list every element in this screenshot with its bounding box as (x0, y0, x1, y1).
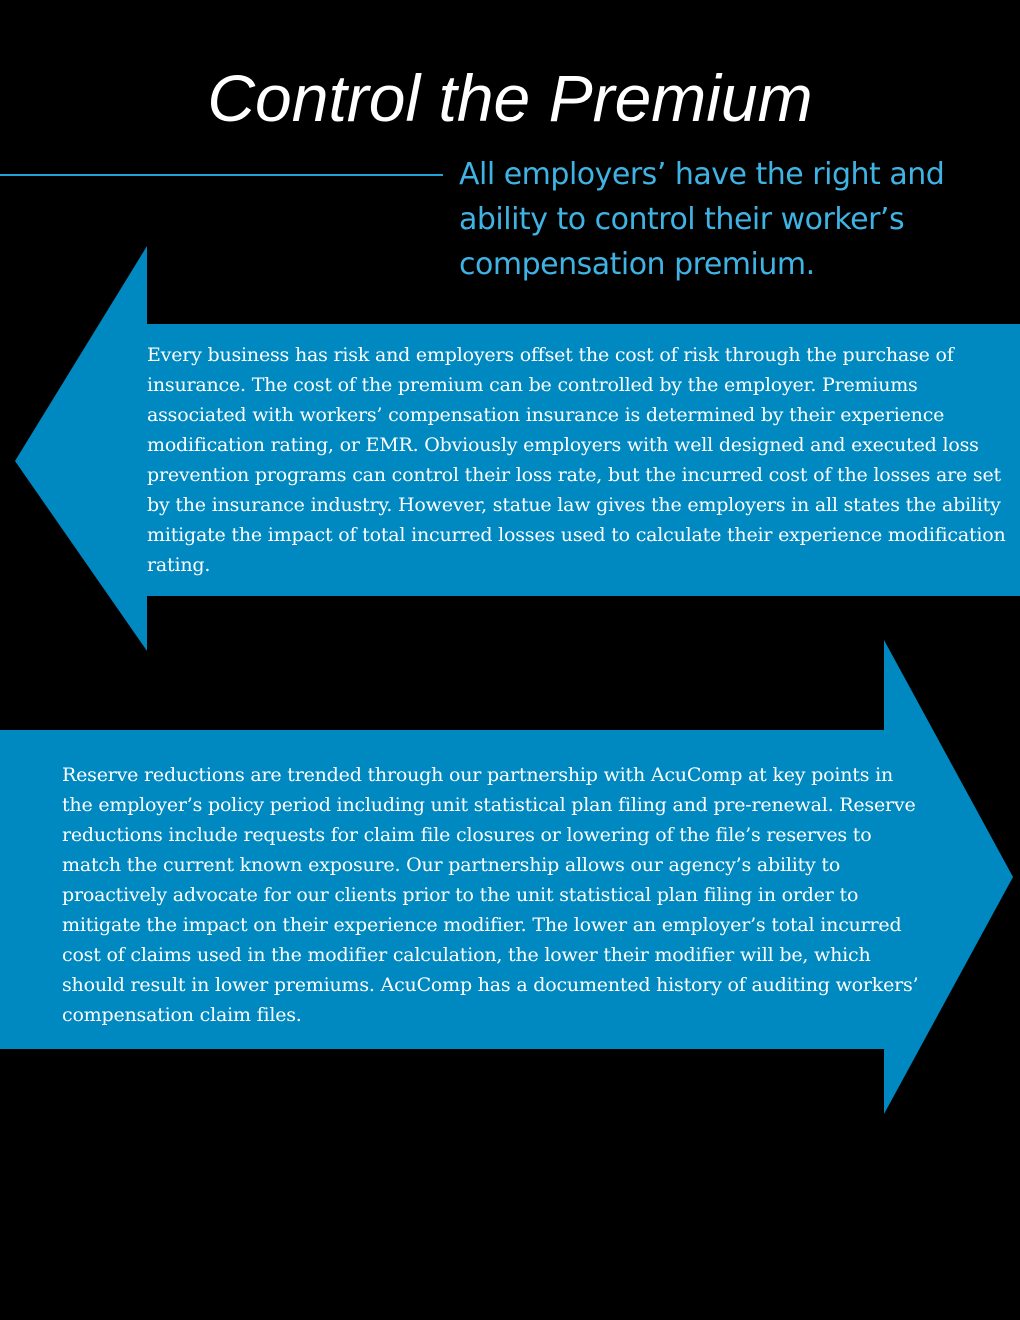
page-title: Control the Premium (207, 61, 813, 135)
subtitle: All employers’ have the right and ability to control their worker’s compensation premium. (459, 157, 945, 282)
left-arrow-text: Every business has risk and employers offset the cost of risk through the purchase of insurance. The cost of the premium can be controlled by the employer. Premiums associated with workers’ compensation insurance is determined by their experience modification rating, or EMR. Obviously employers with well designed and executed loss prevention programs can control their loss rate, but the incurred cost of the losses are set by the insurance industry. However, statue law gives the employers in all states the ability mitigate the impact of total incurred losses used to calculate their experience modification rating. (147, 344, 1006, 576)
right-arrow-text: Reserve reductions are trended through our partnership with AcuComp at key points in the employer’s policy period including unit statistical plan filing and pre-renewal. Reserve reductions include requests for claim file closures or lowering of the file’s reserves to match the current known exposure. Our partnership allows our agency’s ability to proactively advocate for our clients prior to the unit statistical plan filing in order to mitigate the impact on their experience modifier. The lower an employer’s total incurred cost of claims used in the modifier calculation, the lower their modifier will be, which should result in lower premiums. AcuComp has a documented history of auditing workers’ compensation claim files. (62, 764, 919, 1026)
